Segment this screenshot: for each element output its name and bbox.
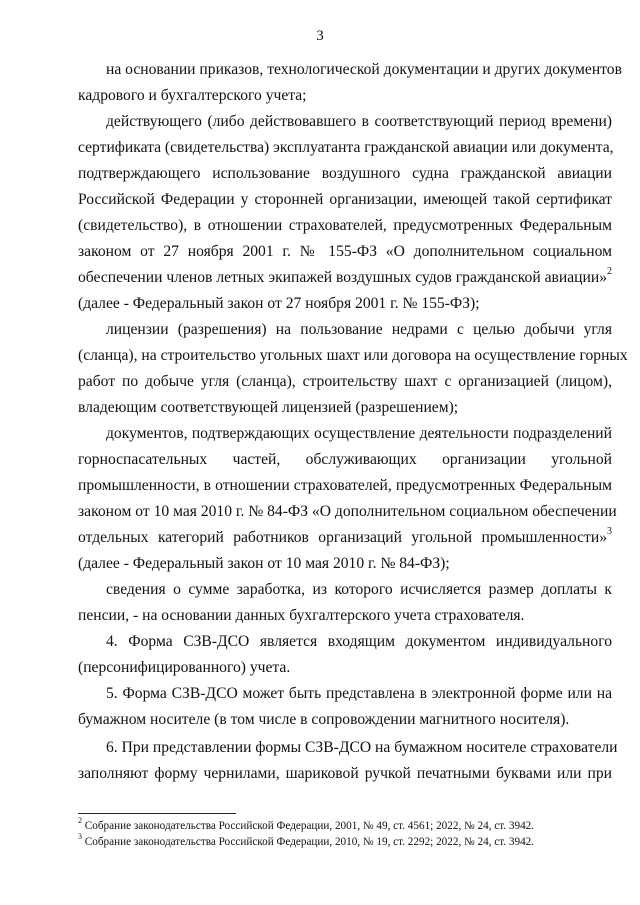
text-line: 4. Форма СЗВ-ДСО является входящим документом индивидуального xyxy=(106,633,612,650)
text-line: лицензии (разрешения) на пользование недрами с целью добычи угля xyxy=(106,321,612,338)
footnote xyxy=(78,818,534,834)
text-line: сертификата (свидетельства) эксплуатанта гражданской авиации или документа, xyxy=(78,139,614,156)
footnote-separator xyxy=(78,813,236,814)
text-line: действующего (либо действовавшего в соответствующий период времени) xyxy=(106,113,612,130)
text-line: документов, подтверждающих осуществление деятельности подразделений xyxy=(106,425,612,442)
text-line: владеющим соответствующей лицензией (разрешением); xyxy=(78,399,459,416)
footnote-number: 3 xyxy=(78,832,82,842)
text-line-content: обеспечении членов летных экипажей воздушных судов гражданской авиации» xyxy=(78,269,607,286)
footnote-mark: 3 xyxy=(607,525,612,537)
footnote xyxy=(78,834,534,850)
text-line: на основании приказов, технологической документации и других документов xyxy=(106,61,622,78)
footnote-number: 2 xyxy=(78,816,82,826)
text-line-content: отдельных категорий работников организаций угольной промышленности» xyxy=(78,529,607,546)
text-line: горноспасательных частей, обслуживающих организации угольной xyxy=(78,451,612,468)
text-line: 5. Форма СЗВ-ДСО может быть представлена в электронной форме или на xyxy=(106,685,612,702)
text-line: (персонифицированного) учета. xyxy=(78,659,291,676)
text-line: пенсии, - на основании данных бухгалтерского учета страхователя. xyxy=(78,607,525,624)
text-line: подтверждающего использование воздушного судна гражданской авиации xyxy=(78,165,612,182)
text-line: законом от 10 мая 2010 г. № 84-ФЗ «О дополнительном социальном обеспечении xyxy=(78,503,617,520)
text-line: промышленности, в отношении страхователей, предусмотренных Федеральным xyxy=(78,477,612,494)
text-line: 6. При представлении формы СЗВ-ДСО на бумажном носителе страхователи xyxy=(106,739,618,756)
text-line: Российской Федерации у сторонней организации, имеющей такой сертификат xyxy=(78,191,612,208)
footnote-text: Собрание законодательства Российской Федерации, 2001, № 49, ст. 4561; 2022, № 24, ст. 3942. xyxy=(84,820,535,832)
text-line-with-footnote xyxy=(78,267,612,289)
text-line: кадрового и бухгалтерского учета; xyxy=(78,87,307,104)
text-line: (сланца), на строительство угольных шахт или договора на осуществление горных xyxy=(78,347,628,364)
text-line: (далее - Федеральный закон от 27 ноября 2001 г. № 155-ФЗ); xyxy=(78,295,480,312)
page-number: 3 xyxy=(316,28,324,44)
text-line: (свидетельство), в отношении страхователей, предусмотренных Федеральным xyxy=(78,217,612,234)
text-line: законом от 27 ноября 2001 г. № 155-ФЗ «О дополнительном социальном xyxy=(78,243,612,260)
text-line: работ по добыче угля (сланца), строительству шахт с организацией (лицом), xyxy=(78,373,612,390)
footnote-text: Собрание законодательства Российской Федерации, 2010, № 19, ст. 2292; 2022, № 24, ст. 3942. xyxy=(84,836,535,848)
text-line-with-footnote xyxy=(78,527,612,549)
footnote-mark: 2 xyxy=(607,265,612,277)
text-line: бумажном носителе (в том числе в сопровождении магнитного носителя). xyxy=(78,711,570,728)
text-line: сведения о сумме заработка, из которого исчисляется размер доплаты к xyxy=(106,581,612,598)
text-line: заполняют форму чернилами, шариковой ручкой печатными буквами или при xyxy=(78,765,612,782)
text-line: (далее - Федеральный закон от 10 мая 2010 г. № 84-ФЗ); xyxy=(78,555,450,572)
